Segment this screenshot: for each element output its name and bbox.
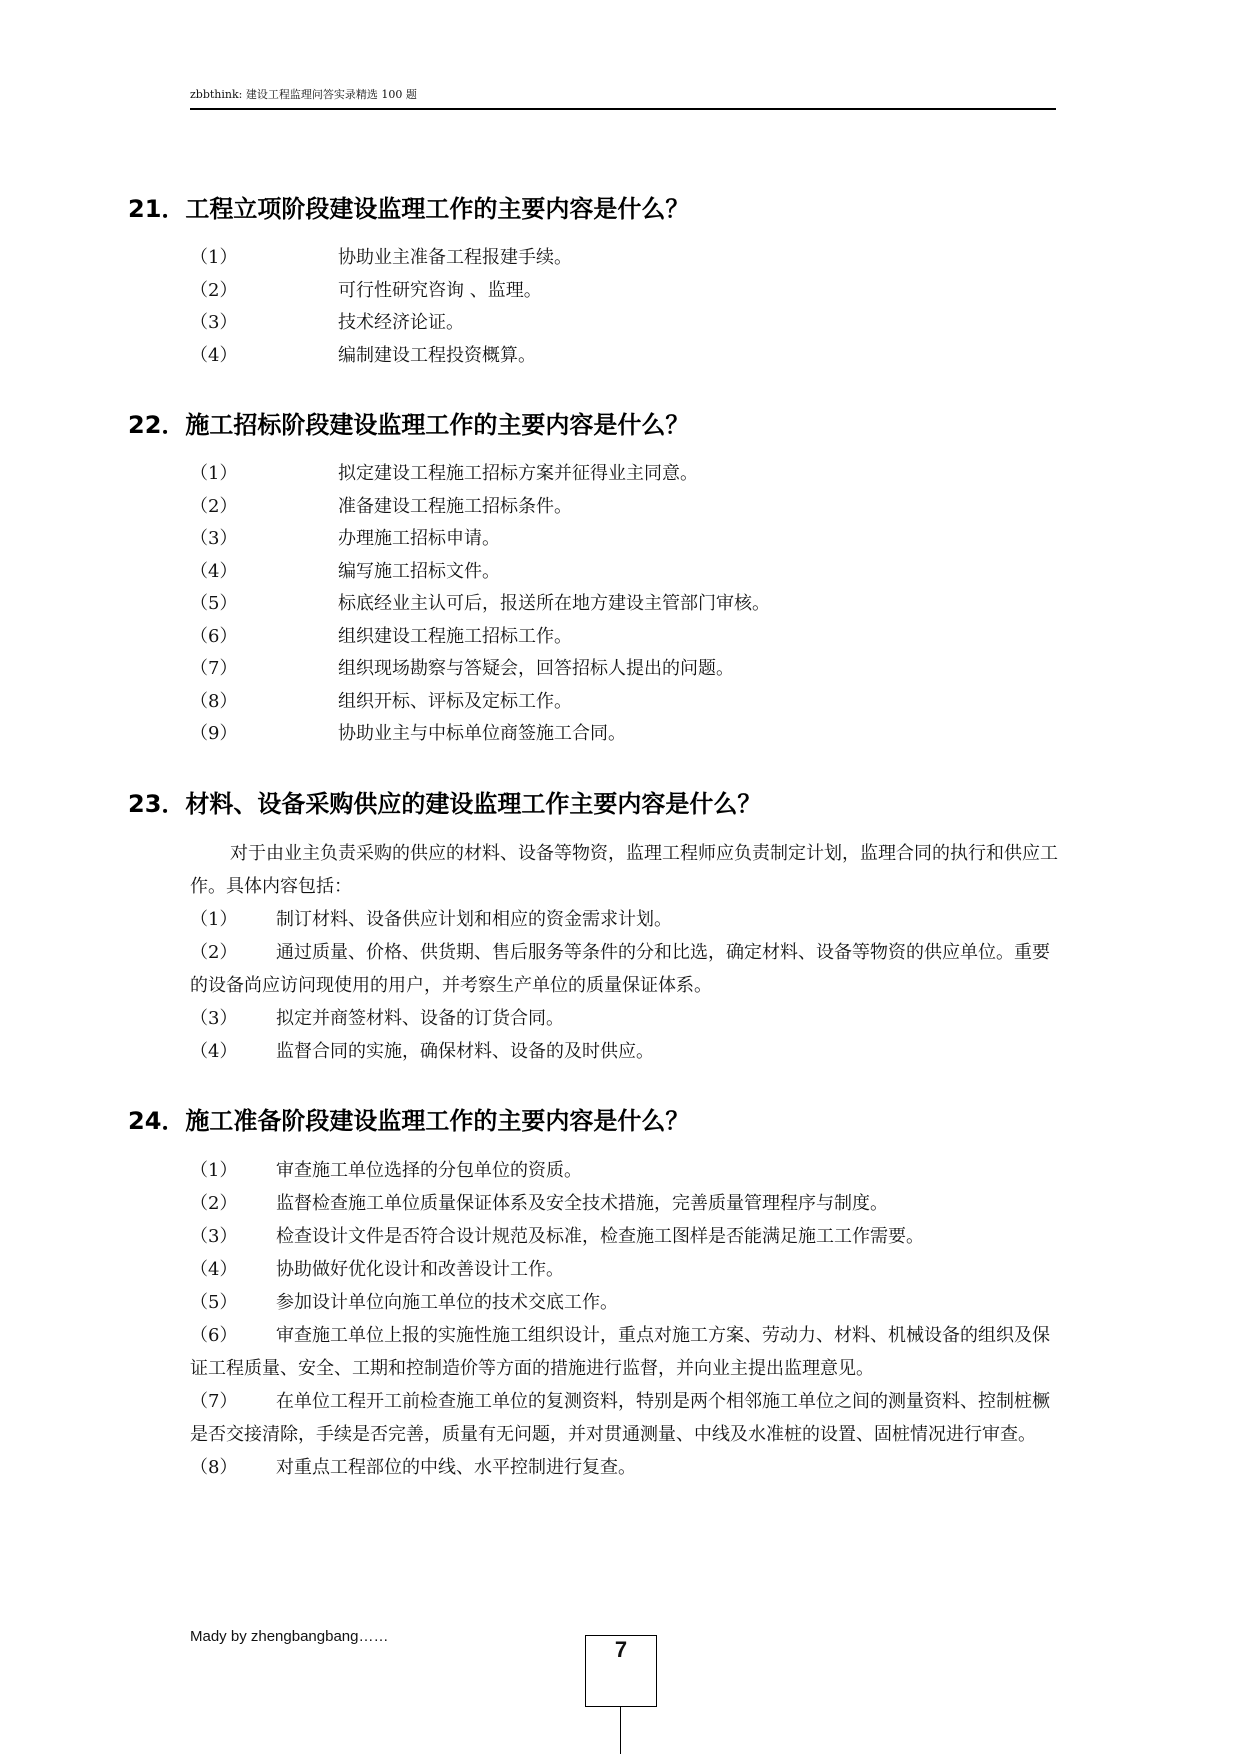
- item-number: （6）: [190, 625, 238, 647]
- item-text: 对重点工程部位的中线、水平控制进行复查。: [276, 1456, 636, 1478]
- item-text: 组织建设工程施工招标工作。: [338, 625, 572, 647]
- question-title: 22．施工招标阶段建设监理工作的主要内容是什么？: [128, 411, 690, 439]
- item-number: （8）: [190, 1456, 238, 1478]
- item-number: （4）: [190, 560, 238, 582]
- list-item: [190, 1220, 1058, 1253]
- running-header: zbbthink: 建设工程监理问答实录精选 100 题: [190, 88, 1056, 110]
- item-text: 通过质量、价格、供货期、售后服务等条件的分和比选，确定材料、设备等物资的供应单位。重要的设备尚应访问现使用的用户，并考察生产单位的质量保证体系。: [190, 941, 1050, 996]
- item-text: 可行性研究咨询 、监理。: [338, 279, 542, 301]
- list-item: [190, 523, 1058, 556]
- item-number: （3）: [190, 1007, 238, 1029]
- item-number: （4）: [190, 344, 238, 366]
- list-item: [190, 556, 1058, 589]
- question-title: 21．工程立项阶段建设监理工作的主要内容是什么？: [128, 195, 690, 223]
- question-23: [128, 785, 1058, 1068]
- list-item: [190, 1385, 1058, 1451]
- footer-credit: Mady by zhengbangbang……: [190, 1628, 389, 1645]
- item-number: （5）: [190, 593, 238, 614]
- item-text: 组织开标、评标及定标工作。: [338, 690, 572, 712]
- item-number: （3）: [190, 528, 238, 549]
- list-item: [190, 1035, 1058, 1068]
- list-item: [190, 1253, 1058, 1286]
- list-item: [190, 718, 1058, 751]
- item-text: 办理施工招标申请。: [338, 528, 500, 549]
- list-item: [190, 588, 1058, 621]
- item-number: （7）: [190, 1390, 238, 1412]
- item-text: 参加设计单位向施工单位的技术交底工作。: [276, 1291, 618, 1313]
- list-item: [190, 1319, 1058, 1385]
- item-text: 审查施工单位选择的分包单位的资质。: [276, 1159, 582, 1181]
- main-content: [128, 190, 1058, 1518]
- list-item: [190, 491, 1058, 524]
- item-number: （2）: [190, 279, 238, 301]
- list-item: [190, 936, 1058, 1002]
- item-text: 拟定并商签材料、设备的订货合同。: [276, 1007, 564, 1029]
- item-number: （6）: [190, 1324, 238, 1346]
- item-text: 标底经业主认可后，报送所在地方建设主管部门审核。: [338, 593, 770, 614]
- item-text: 监督合同的实施，确保材料、设备的及时供应。: [276, 1040, 654, 1062]
- question-24: [128, 1102, 1058, 1484]
- item-text: 协助业主准备工程报建手续。: [338, 247, 572, 268]
- item-number: （2）: [190, 941, 238, 963]
- list-item: [190, 242, 1058, 275]
- question-title: 24．施工准备阶段建设监理工作的主要内容是什么？: [128, 1106, 690, 1135]
- list-item: [190, 275, 1058, 308]
- item-text: 拟定建设工程施工招标方案并征得业主同意。: [338, 463, 698, 484]
- list-item: [190, 621, 1058, 654]
- list-item: [190, 653, 1058, 686]
- item-text: 检查设计文件是否符合设计规范及标准，检查施工图样是否能满足施工工作需要。: [276, 1225, 924, 1247]
- item-number: （5）: [190, 1291, 238, 1313]
- item-number: （9）: [190, 723, 238, 744]
- item-number: （1）: [190, 1159, 238, 1181]
- item-text: 制订材料、设备供应计划和相应的资金需求计划。: [276, 908, 672, 930]
- page-number: 7: [614, 1637, 628, 1662]
- item-text: 组织现场勘察与答疑会，回答招标人提出的问题。: [338, 658, 734, 679]
- item-number: （3）: [190, 1225, 238, 1247]
- list-item: [190, 686, 1058, 719]
- item-number: （1）: [190, 908, 238, 930]
- item-number: （3）: [190, 312, 238, 333]
- list-item: [190, 1187, 1058, 1220]
- item-text: 编写施工招标文件。: [338, 560, 500, 582]
- list-item: [190, 1002, 1058, 1035]
- item-text: 协助做好优化设计和改善设计工作。: [276, 1258, 564, 1280]
- list-item: [190, 458, 1058, 491]
- question-title: 23．材料、设备采购供应的建设监理工作主要内容是什么？: [128, 789, 762, 818]
- list-item: [190, 307, 1058, 340]
- list-item: [190, 903, 1058, 936]
- item-text: 协助业主与中标单位商签施工合同。: [338, 723, 626, 744]
- item-text: 编制建设工程投资概算。: [338, 344, 536, 366]
- item-number: （2）: [190, 495, 238, 517]
- intro-paragraph: 对于由业主负责采购的供应的材料、设备等物资，监理工程师应负责制定计划，监理合同的执行和供应工作。具体内容包括：: [190, 842, 1058, 897]
- item-text: 在单位工程开工前检查施工单位的复测资料，特别是两个相邻施工单位之间的测量资料、控制桩橛是否交接清除，手续是否完善，质量有无问题，并对贯通测量、中线及水准桩的设置、固桩情况进行审查。: [190, 1390, 1050, 1445]
- item-text: 审查施工单位上报的实施性施工组织设计，重点对施工方案、劳动力、材料、机械设备的组织及保证工程质量、安全、工期和控制造价等方面的措施进行监督，并向业主提出监理意见。: [190, 1324, 1050, 1379]
- page-number-box: [585, 1635, 657, 1707]
- page-number-connector-line: [620, 1706, 621, 1754]
- item-number: （4）: [190, 1040, 238, 1062]
- item-number: （7）: [190, 658, 238, 679]
- item-number: （1）: [190, 463, 238, 484]
- item-number: （2）: [190, 1192, 238, 1214]
- list-item: [190, 1154, 1058, 1187]
- list-item: [190, 1286, 1058, 1319]
- list-item: [190, 340, 1058, 373]
- item-number: （8）: [190, 690, 238, 712]
- item-text: 技术经济论证。: [338, 312, 464, 333]
- item-text: 准备建设工程施工招标条件。: [338, 495, 572, 517]
- item-text: 监督检查施工单位质量保证体系及安全技术措施，完善质量管理程序与制度。: [276, 1192, 888, 1214]
- item-number: （4）: [190, 1258, 238, 1280]
- list-item: [190, 1451, 1058, 1484]
- question-21: [128, 190, 1058, 372]
- question-22: [128, 406, 1058, 751]
- item-number: （1）: [190, 247, 238, 268]
